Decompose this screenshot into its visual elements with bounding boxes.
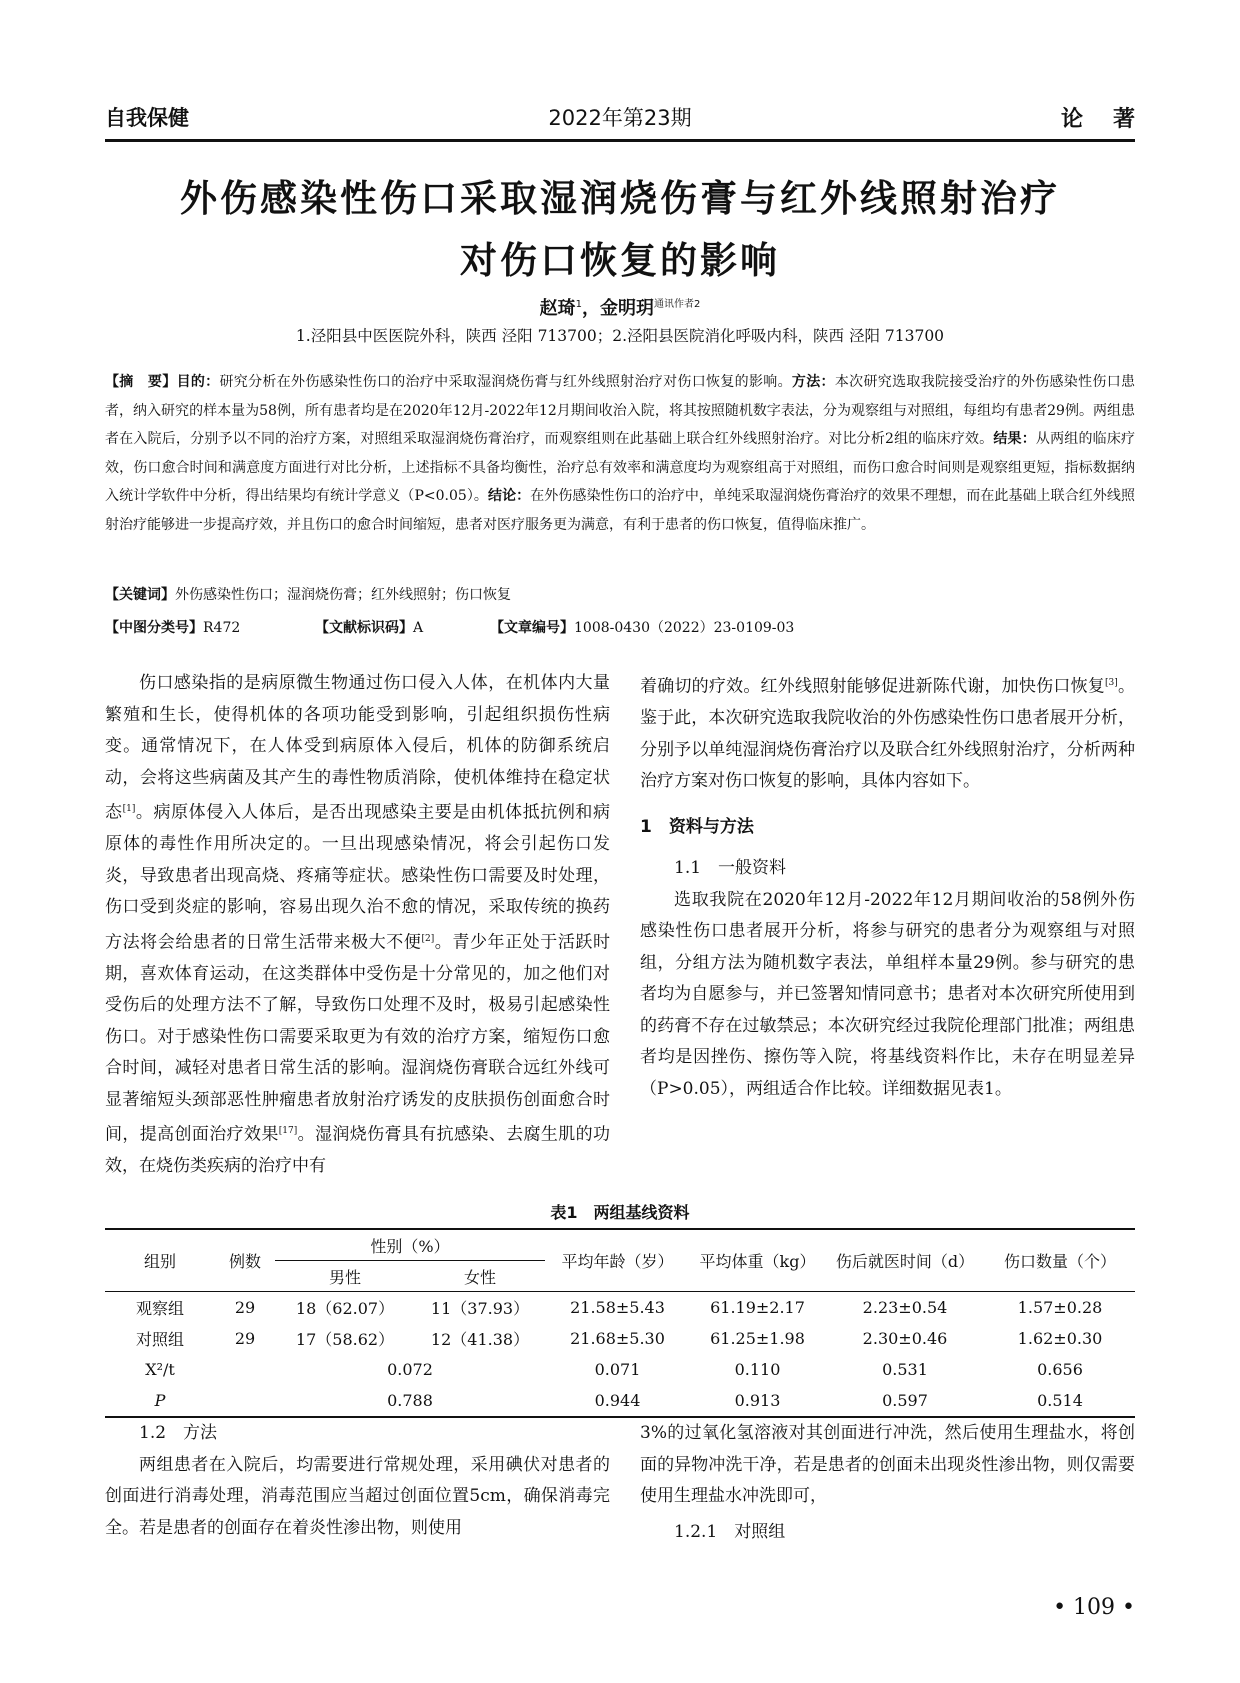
table-caption: 表1 两组基线资料 — [550, 1203, 690, 1222]
cell-n: 29 — [234, 1329, 256, 1348]
cell-wounds: 1.62±0.30 — [1017, 1329, 1103, 1348]
table-row — [105, 1323, 1135, 1354]
intro-text-c: 。青少年正处于活跃时期，喜欢体育运动，在这类群体中受伤是十分常见的，加之他们对受伤后的处理方法不了解，导致伤口处理不及时，极易引起感染性伤口。对于感染性伤口需要采取更为有效的治疗方案，缩短伤口愈合时间，减轻对患者日常生活的影响。湿润烧伤膏联合远红外线可显著缩短头颈部恶性肿瘤患者放射治疗诱发的皮肤损伤创面愈合时间，提高创面治疗效果 — [105, 932, 611, 1145]
keywords-label: 【关键词】 — [105, 587, 175, 603]
cell-male: 17（58.62） — [295, 1330, 395, 1349]
cell-age: 21.58±5.43 — [570, 1298, 665, 1317]
cell-stat-label: P — [154, 1391, 166, 1410]
cell-stat-age: 0.071 — [594, 1360, 641, 1379]
method-paragraph: 两组患者在入院后，均需要进行常规处理，采用碘伏对患者的创面进行消毒处理，消毒范围应当超过创面位置5cm，确保消毒完全。若是患者的创面存在着炎性渗出物，则使用 — [105, 1454, 610, 1538]
article-title — [105, 168, 1135, 292]
keywords — [105, 584, 1135, 604]
cell-group: 观察组 — [135, 1299, 184, 1318]
col-header-age: 平均年龄（岁） — [545, 1229, 690, 1292]
author-1: 赵琦 — [539, 298, 576, 319]
cell-age: 21.68±5.30 — [570, 1329, 665, 1348]
col-header-group: 组别 — [105, 1229, 215, 1292]
intro-text-a: 伤口感染指的是病原微生物通过伤口侵入人体，在机体内大量繁殖和生长，使得机体的各项功能受到影响，引起组织损伤性病变。通常情况下，在人体受到病原体入侵后，机体的防御系统启动，会将这些病菌及其产生的毒性物质消除，使机体维持在稳定状态 — [105, 673, 610, 823]
cell-female: 12（41.38） — [430, 1330, 530, 1349]
body-column-right-lower — [640, 1418, 1135, 1548]
citation-1[interactable]: [1] — [122, 804, 136, 814]
author-line — [105, 294, 1135, 320]
section-label: 论著 — [1060, 107, 1165, 132]
citation-17[interactable]: [17] — [278, 1126, 298, 1137]
clc-value: R472 — [203, 620, 241, 636]
cell-group: 对照组 — [135, 1330, 184, 1349]
general-data-paragraph: 选取我院在2020年12月-2022年12月期间收治的58例外伤感染性伤口患者展开分析，将参与研究的患者分为观察组与对照组，分组方法为随机数字表法，单组样本量29例。参与研究的患者均为自愿参与，并已签署知情同意书；患者对本次研究所使用到的药膏不存在过敏禁忌；本次研究经过我院伦理部门批准；两组患者均是因挫伤、擦伤等入院，将基线资料作比，未存在明显差异（P>0.05），两组适合作比较。详细数据见表1。 — [640, 889, 1135, 1099]
abstract-label: 【摘 要】 — [105, 374, 177, 390]
cell-stat-sex: 0.072 — [387, 1360, 433, 1379]
col-header-n: 例数 — [215, 1229, 275, 1292]
col-header-sex: 性别（%） — [275, 1229, 545, 1261]
clc-item — [105, 617, 240, 637]
art-label: 【文章编号】 — [490, 620, 574, 636]
doc-item — [315, 617, 423, 637]
cell-weight: 61.25±1.98 — [710, 1329, 805, 1348]
intro-continued — [640, 668, 1135, 798]
doc-value: A — [413, 620, 424, 636]
page-number: • 109 • — [1053, 1595, 1135, 1620]
cell-female: 11（37.93） — [430, 1299, 530, 1318]
cell-stat-weight: 0.913 — [734, 1391, 781, 1410]
result-keyword: 结果： — [993, 431, 1036, 447]
affiliation: 1.泾阳县中医医院外科，陕西 泾阳 713700；2.泾阳县医院消化呼吸内科，陕西 泾阳 713700 — [295, 327, 945, 345]
header-rule — [105, 139, 1135, 142]
body-column-left — [105, 668, 610, 1183]
method-text: 本次研究选取我院接受治疗的外伤感染性伤口患者，纳入研究的样本量为58例，所有患者均是在2020年12月-2022年12月期间收治入院，将其按照随机数字表法，分为观察组与对照组，每组均有患者29例。两组患者在入院后，分别予以不同的治疗方案，对照组采取湿润烧伤膏治疗，而观察组则在此基础上联合红外线照射治疗。对比分析2组的临床疗效。 — [105, 374, 1136, 447]
col-header-female: 女性 — [415, 1261, 545, 1292]
method-paragraph-continued: 3%的过氧化氢溶液对其创面进行冲洗，然后使用生理盐水，将创面的异物冲洗干净，若是患者的创面未出现炎性渗出物，则仅需要使用生理盐水冲洗即可， — [640, 1423, 1135, 1506]
cell-stat-wounds: 0.514 — [1037, 1391, 1083, 1410]
result-text: 从两组的临床疗效，伤口愈合时间和满意度方面进行对比分析，上述指标不具备均衡性，治疗总有效率和满意度均为观察组高于对照组，而伤口愈合时间则是观察组更短，指标数据纳入统计学软件中分析，得出结果均有统计学意义（P<0.05）。 — [105, 431, 1136, 504]
author-sep: ， — [582, 298, 600, 319]
cell-stat-wounds: 0.656 — [1037, 1360, 1083, 1379]
section-heading-1: 1 资料与方法 — [640, 816, 754, 837]
citation-2[interactable]: [2] — [421, 933, 435, 944]
journal-name: 自我保健 — [105, 106, 189, 130]
title-line-1: 外伤感染性伤口采取湿润烧伤膏与红外线照射治疗 — [180, 177, 1060, 220]
cell-stat-weight: 0.110 — [734, 1360, 781, 1379]
cell-male: 18（62.07） — [295, 1299, 395, 1318]
intro-cont-text-b: 。鉴于此，本次研究选取我院收治的外伤感染性伤口患者展开分析，分别予以单纯湿润烧伤膏治疗以及联合红外线照射治疗，分析两种治疗方案对伤口恢复的影响，具体内容如下。 — [640, 676, 1136, 792]
title-line-2: 对伤口恢复的影响 — [460, 239, 780, 282]
cell-stat-time: 0.597 — [882, 1391, 928, 1410]
keywords-text: 外伤感染性伤口；湿润烧伤膏；红外线照射；伤口恢复 — [175, 587, 511, 603]
cell-time: 2.30±0.46 — [862, 1329, 948, 1348]
baseline-table — [105, 1228, 1135, 1418]
table-row-stat — [105, 1354, 1135, 1385]
subsection-heading-1-2-1: 1.2.1 对照组 — [674, 1521, 786, 1542]
cell-stat-age: 0.944 — [594, 1391, 641, 1410]
table-row-stat — [105, 1385, 1135, 1417]
author-2-sup: 通讯作者2 — [654, 299, 701, 310]
abstract — [105, 368, 1135, 539]
conclusion-keyword: 结论： — [488, 488, 531, 504]
author-1-sup: 1 — [575, 299, 582, 310]
cell-time: 2.23±0.54 — [862, 1298, 948, 1317]
col-header-male: 男性 — [275, 1261, 415, 1292]
intro-text-d: 。湿润烧伤膏具有抗感染、去腐生肌的功效，在烧伤类疾病的治疗中有 — [105, 1124, 611, 1177]
intro-cont-text-a: 着确切的疗效。红外线照射能够促进新陈代谢，加快伤口恢复 — [640, 676, 1106, 697]
running-header — [105, 98, 1165, 136]
purpose-text: 研究分析在外伤感染性伤口的治疗中采取湿润烧伤膏与红外线照射治疗对伤口恢复的影响。 — [219, 374, 792, 390]
cell-stat-label: X²/t — [145, 1360, 175, 1379]
cell-weight: 61.19±2.17 — [710, 1298, 805, 1317]
art-item — [490, 617, 794, 637]
conclusion-text: 在外伤感染性伤口的治疗中，单纯采取湿润烧伤膏治疗的效果不理想，而在此基础上联合红外线照射治疗能够进一步提高疗效，并且伤口的愈合时间缩短，患者对医疗服务更为满意，有利于患者的伤口恢复，值得临床推广。 — [105, 488, 1136, 533]
clc-label: 【中图分类号】 — [105, 620, 203, 636]
cell-n: 29 — [234, 1298, 256, 1317]
col-header-wounds: 伤口数量（个） — [985, 1229, 1135, 1292]
intro-paragraph — [105, 668, 610, 1183]
subsection-heading-1-2: 1.2 方法 — [139, 1423, 218, 1443]
author-2: 金明玥 — [600, 298, 654, 319]
art-value: 1008-0430（2022）23-0109-03 — [574, 620, 795, 636]
body-column-left-lower — [105, 1418, 610, 1544]
method-keyword: 方法： — [791, 374, 835, 390]
table-row — [105, 1292, 1135, 1324]
doc-label: 【文献标识码】 — [315, 620, 413, 636]
issue-label: 2022年第23期 — [548, 106, 692, 130]
body-column-right — [640, 668, 1135, 1105]
purpose-keyword: 目的： — [176, 374, 220, 390]
citation-3[interactable]: [3] — [1105, 678, 1118, 688]
cell-stat-sex: 0.788 — [387, 1391, 433, 1410]
intro-text-b: 。病原体侵入人体后，是否出现感染主要是由机体抵抗例和病原体的毒性作用所决定的。一旦出现感染情况，将会引起伤口发炎，导致患者出现高烧、疼痛等症状。感染性伤口需要及时处理，伤口受到炎症的影响，容易出现久治不愈的情况，采取传统的换药方法将会给患者的日常生活带来极大不便 — [105, 802, 611, 953]
col-header-time: 伤后就医时间（d） — [825, 1229, 985, 1292]
col-header-weight: 平均体重（kg） — [690, 1229, 825, 1292]
cell-stat-time: 0.531 — [882, 1360, 928, 1379]
cell-wounds: 1.57±0.28 — [1017, 1298, 1103, 1317]
subsection-heading-1-1: 1.1 一般资料 — [674, 858, 787, 879]
